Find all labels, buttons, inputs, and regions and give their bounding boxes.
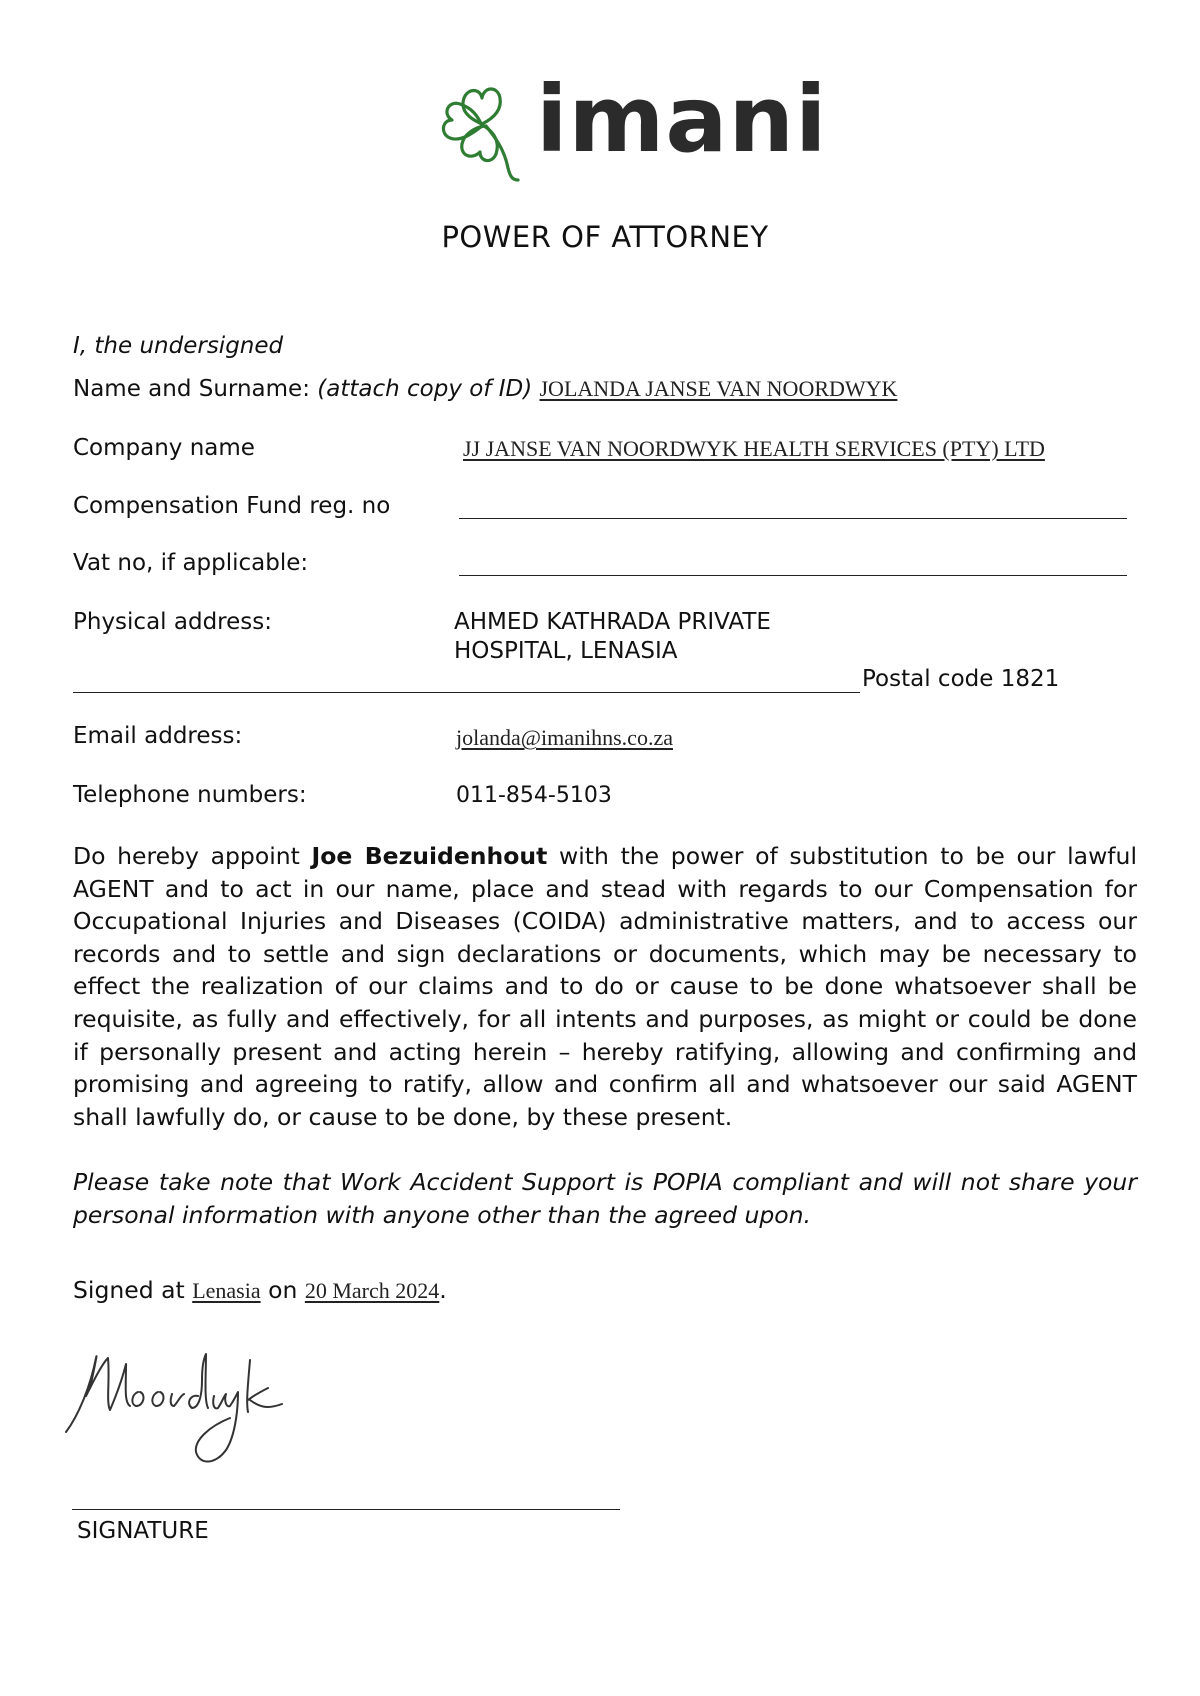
company-label: Company name [73,435,255,461]
name-value[interactable]: JOLANDA JANSE VAN NOORDWYK [539,376,898,401]
email-label: Email address: [73,723,243,749]
signed-period: . [439,1276,447,1304]
name-label: Name and Surname: [73,376,310,402]
address-line2: HOSPITAL, LENASIA [454,638,678,664]
appointment-post: with the power of substitution to be our lawful AGENT and to act in our name, place and stead with regards to our Compensation for Occupational Injuries and Diseases (COIDA) administrative matters, and to access our records and to settle and sign declarations or documents, which may be necessary to effect the realization of our claims and to do or cause to be done whatsoever shall be requisite, as fully and effectively, for all intents and purposes, as might or could be done if personally present and acting herein – hereby ratifying, allowing and confirming and promising and agreeing to ratify, allow and confirm all and whatsoever our said AGENT shall lawfully do, or cause to be done, by these present. [73,842,1137,1131]
agent-name: Joe Bezuidenhout [311,842,548,870]
postal-value[interactable]: 1821 [1000,666,1060,692]
appointment-paragraph [73,840,1137,1133]
signature-label: SIGNATURE [77,1518,209,1544]
address-line [73,692,860,693]
email-value[interactable]: jolanda@imanihns.co.za [456,725,673,750]
postal-label: Postal code [862,666,994,692]
address-line1: AHMED KATHRADA PRIVATE [454,609,771,635]
comp-fund-line [459,518,1127,519]
signed-at-label: Signed at [73,1276,185,1304]
signed-line [73,1276,447,1304]
signature-line [72,1509,620,1510]
logo-wordmark: imani [536,66,828,173]
clover-icon [438,76,530,182]
name-row [73,376,897,402]
logo [438,66,828,182]
appointment-pre: Do hereby appoint [73,842,300,870]
company-value[interactable]: JJ JANSE VAN NOORDWYK HEALTH SERVICES (PTY) LTD [463,436,1045,461]
signed-date[interactable]: 20 March 2024 [304,1278,440,1303]
signed-on-label: on [268,1276,298,1304]
postal-code [862,666,1059,692]
popia-note: Please take note that Work Accident Support is POPIA compliant and will not share your personal information with anyone other than the agreed upon. [73,1168,1137,1229]
vat-field[interactable] [459,546,1127,574]
intro-text: I, the undersigned [73,333,284,359]
signed-place[interactable]: Lenasia [192,1278,261,1303]
comp-fund-label: Compensation Fund reg. no [73,493,391,519]
name-note: (attach copy of ID) [317,376,533,402]
comp-fund-field[interactable] [459,490,1127,518]
signature-scribble [60,1340,300,1480]
phone-label: Telephone numbers: [73,782,307,808]
page-title: POWER OF ATTORNEY [441,220,769,254]
phone-value[interactable]: 011-854-5103 [456,783,612,808]
address-label: Physical address: [73,609,272,635]
vat-label: Vat no, if applicable: [73,550,309,576]
vat-line [459,575,1127,576]
